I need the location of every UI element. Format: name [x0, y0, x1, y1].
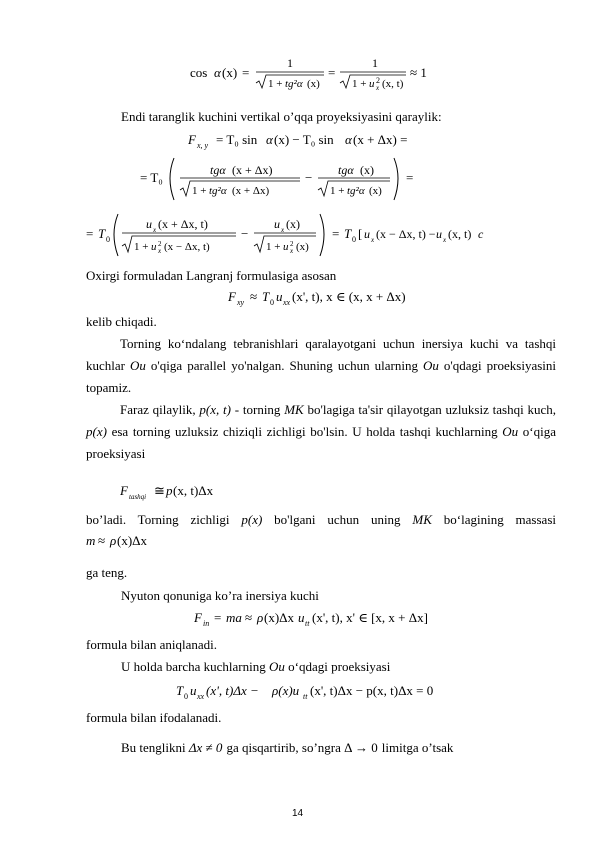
- svg-text:1 +: 1 +: [352, 78, 367, 90]
- svg-text:(x', t), x' ∈ [x, x + Δx]: (x', t), x' ∈ [x, x + Δx]: [312, 610, 428, 625]
- svg-text:≈: ≈: [98, 533, 106, 548]
- paragraph-line: formula bilan ifodalanadi.: [86, 710, 222, 725]
- svg-text:−: −: [305, 170, 313, 185]
- svg-text:(x)Δx: (x)Δx: [264, 610, 295, 625]
- svg-text:tg²α: tg²α: [285, 78, 303, 90]
- svg-text:1 +: 1 +: [192, 185, 207, 197]
- formula-projection-line2: [140, 150, 420, 210]
- svg-text:F: F: [228, 289, 236, 304]
- svg-text:≅: ≅: [154, 483, 165, 498]
- svg-text:u: u: [369, 78, 375, 90]
- formula-projection-line3: [86, 206, 486, 266]
- svg-text:u: u: [364, 227, 370, 241]
- svg-text:tg²α: tg²α: [347, 185, 365, 197]
- svg-text:(x): (x): [360, 163, 374, 177]
- svg-text:(x): (x): [286, 217, 300, 231]
- svg-text:(x + Δx): (x + Δx): [232, 163, 273, 177]
- svg-text:1 +: 1 +: [134, 241, 149, 253]
- svg-text:(x, t): (x, t): [382, 78, 404, 90]
- paragraph-line: ga teng.: [86, 565, 128, 580]
- formula-lagrange: [228, 286, 418, 312]
- paragraph-assume: Faraz qilaylik, p(x, t) - torning MK bo'lagiga ta'sir qilayotgan uzluksiz tashqi kuch, p(x) esa torning uzluksiz chiziqli zichligi bo'lsin. U holda tashqi kuchlarning Ou o‘qiga proeksiyasi: [86, 402, 556, 461]
- svg-text:=: =: [332, 226, 340, 241]
- svg-text:ma: ma: [226, 610, 242, 625]
- svg-text:T: T: [98, 226, 106, 241]
- svg-text:T: T: [176, 683, 184, 698]
- svg-text:x: x: [158, 247, 162, 255]
- formula-cos-alpha: [190, 50, 440, 98]
- svg-text:T: T: [344, 226, 352, 241]
- svg-text:tg²α: tg²α: [209, 185, 227, 197]
- svg-text:T: T: [262, 289, 270, 304]
- paragraph-limit: Bu tenglikni Δx ≠ 0 ga qisqartirib, so’ngra Δ → 0 limitga o’tsak: [121, 740, 454, 755]
- svg-text:1: 1: [287, 56, 293, 70]
- svg-text:(x): (x): [222, 65, 238, 80]
- svg-text:=: =: [214, 610, 222, 625]
- svg-text:≈ 1: ≈ 1: [410, 65, 427, 80]
- svg-text:α: α: [266, 132, 273, 147]
- svg-text:(x + Δx): (x + Δx): [232, 185, 270, 197]
- svg-text:=: =: [328, 65, 336, 80]
- svg-text:u: u: [151, 241, 157, 253]
- svg-text:≈: ≈: [245, 610, 253, 625]
- formula-external-force: [120, 481, 230, 507]
- svg-text:x: x: [290, 247, 294, 255]
- svg-text:F: F: [194, 610, 202, 625]
- svg-text:u: u: [146, 217, 152, 231]
- svg-text:2: 2: [158, 240, 162, 248]
- formula-sum-forces: [176, 680, 456, 706]
- svg-text:(x + Δx, t): (x + Δx, t): [158, 217, 208, 231]
- svg-text:= T₀: = T₀: [140, 170, 163, 185]
- paragraph-all-forces: U holda barcha kuchlarning Ou o‘qdagi proeksiyasi: [121, 659, 391, 674]
- paragraph-density: bo’ladi. Torning zichligi p(x) bo'lgani uchun uning MK bo‘lagining massasi: [86, 512, 556, 527]
- paragraph-line: kelib chiqadi.: [86, 314, 157, 329]
- svg-text:cos: cos: [190, 65, 208, 80]
- svg-text:(x): (x): [369, 185, 382, 197]
- paragraph-forces: Torning ko‘ndalang tebranishlari qaralayotgani uchun inersiya kuchi va tashqi kuchlar Ou o'qiga parallel yo'nalgan. Shuning uchun ularning Ou o'qdagi proeksiyasini topamiz.: [86, 336, 556, 395]
- svg-text:1 +: 1 +: [268, 78, 283, 90]
- svg-text:(x): (x): [296, 241, 309, 253]
- svg-text:(x, t): (x, t): [448, 227, 472, 241]
- svg-text:x, y: x, y: [197, 141, 209, 150]
- svg-text:(x): (x): [307, 78, 320, 90]
- svg-text:tt: tt: [305, 619, 310, 628]
- svg-text:x: x: [443, 236, 447, 244]
- svg-text:xx: xx: [283, 298, 291, 307]
- svg-text:(x', t)Δx − p(x, t)Δx = 0: (x', t)Δx − p(x, t)Δx = 0: [310, 683, 434, 698]
- svg-text:x: x: [376, 84, 380, 92]
- formula-limit: Δ → 0: [344, 740, 378, 755]
- svg-text:in: in: [203, 619, 210, 628]
- svg-text:=: =: [242, 65, 250, 80]
- svg-text:p: p: [166, 483, 173, 498]
- svg-text:−: −: [241, 226, 249, 241]
- paragraph-line: Oxirgi formuladan Langranj formulasiga asosan: [86, 268, 337, 283]
- svg-text:tgα: tgα: [210, 163, 226, 177]
- svg-text:(x', t)Δx −: (x', t)Δx −: [206, 683, 259, 698]
- svg-text:≈: ≈: [250, 289, 258, 304]
- svg-text:u: u: [298, 610, 305, 625]
- svg-text:ρ: ρ: [257, 610, 264, 625]
- formula-dx-nonzero: Δx ≠ 0: [188, 740, 223, 755]
- svg-text:(x − Δx, t) −: (x − Δx, t) −: [376, 227, 436, 241]
- paragraph-line: Nyuton qonuniga ko’ra inersiya kuchi: [121, 588, 319, 603]
- svg-text:u: u: [190, 683, 197, 698]
- svg-text:ρ: ρ: [110, 533, 117, 548]
- svg-text:α: α: [345, 132, 352, 147]
- svg-text:m: m: [86, 533, 96, 548]
- svg-text:(x − Δx, t): (x − Δx, t): [164, 241, 210, 253]
- paragraph-line: formula bilan aniqlanadi.: [86, 637, 218, 652]
- svg-text:1: 1: [372, 56, 378, 70]
- svg-text:0: 0: [184, 692, 188, 701]
- svg-text:2: 2: [376, 76, 380, 85]
- svg-text:c: c: [478, 227, 484, 241]
- svg-text:1 +: 1 +: [330, 185, 345, 197]
- svg-text:u: u: [283, 241, 289, 253]
- svg-text:1 +: 1 +: [266, 241, 281, 253]
- svg-text:2: 2: [290, 240, 294, 248]
- svg-text:tashqi: tashqi: [129, 493, 147, 501]
- svg-text:0: 0: [106, 235, 110, 244]
- svg-text:(x, t)Δx: (x, t)Δx: [173, 483, 214, 498]
- svg-text:x: x: [281, 226, 285, 234]
- svg-text:(x', t), x ∈ (x, x + Δx): (x', t), x ∈ (x, x + Δx): [292, 289, 406, 304]
- svg-text:α: α: [214, 65, 221, 80]
- svg-text:tgα: tgα: [338, 163, 354, 177]
- svg-text:ρ(x)u: ρ(x)u: [272, 683, 300, 698]
- svg-text:0: 0: [352, 235, 356, 244]
- svg-text:x: x: [371, 236, 375, 244]
- svg-text:x: x: [153, 226, 157, 234]
- svg-text:u: u: [436, 227, 442, 241]
- formula-mass: [86, 531, 166, 555]
- paragraph-line: Endi taranglik kuchini vertikal o’qqa proyeksiyasini qaraylik:: [121, 109, 442, 124]
- formula-inertia: [194, 607, 434, 633]
- page-number: 14: [291, 808, 304, 819]
- svg-text:(x) − T₀ sin: (x) − T₀ sin: [274, 132, 334, 147]
- svg-text:tt: tt: [303, 692, 308, 701]
- svg-text:=: =: [406, 170, 414, 185]
- svg-text:xx: xx: [197, 692, 205, 701]
- svg-text:= T₀ sin: = T₀ sin: [216, 132, 258, 147]
- svg-text:=: =: [86, 226, 94, 241]
- svg-text:F: F: [188, 132, 196, 147]
- svg-text:u: u: [276, 289, 283, 304]
- svg-text:F: F: [120, 483, 128, 498]
- svg-text:[: [: [358, 226, 363, 241]
- svg-text:0: 0: [270, 298, 274, 307]
- svg-text:(x)Δx: (x)Δx: [117, 533, 148, 548]
- svg-text:(x + Δx) =: (x + Δx) =: [353, 132, 408, 147]
- svg-text:u: u: [274, 217, 280, 231]
- svg-text:xy: xy: [237, 298, 245, 307]
